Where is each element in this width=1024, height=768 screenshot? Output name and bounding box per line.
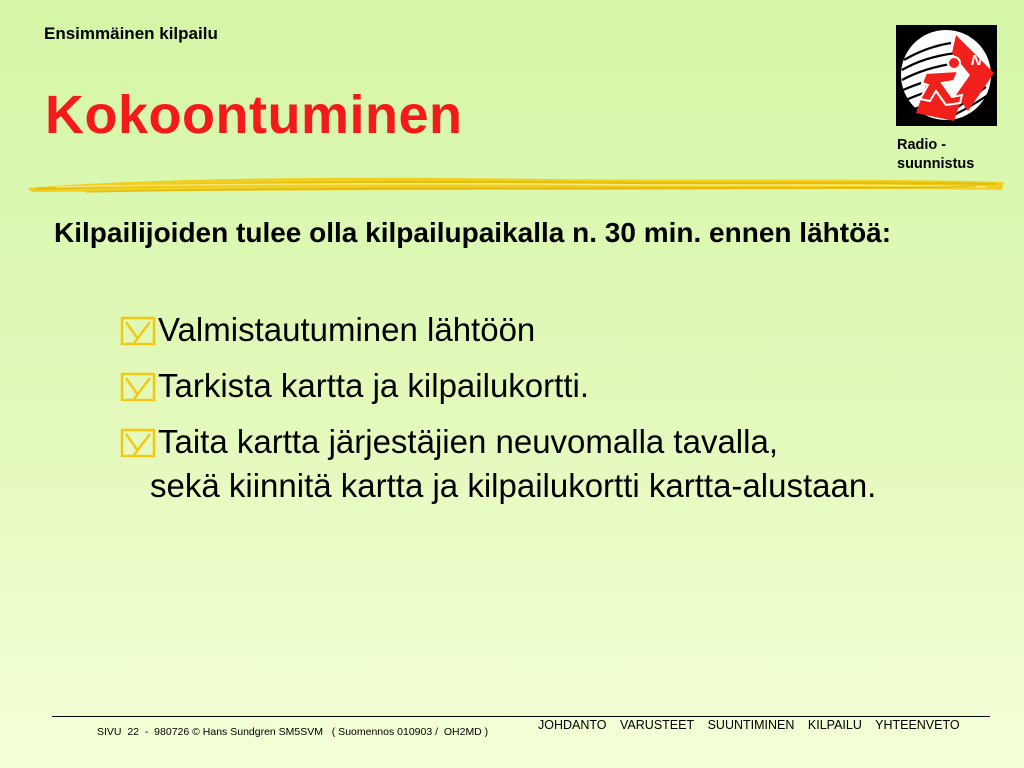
bullet-text: Tarkista kartta ja kilpailukortti. [158,367,589,404]
nav-link-varusteet[interactable]: VARUSTEET [620,718,695,732]
logo-letter: N [971,52,982,69]
brand-line-1: Radio - [897,137,947,153]
checkbox-bullet-icon [120,371,156,402]
nav-link-yhteenveto[interactable]: YHTEENVETO [875,718,960,732]
bullet-text: Valmistautuminen lähtöön [158,311,536,348]
checkbox-bullet-icon [120,315,156,346]
lead-paragraph: Kilpailijoiden tulee olla kilpailupaikalla n. 30 min. ennen lähtöä: [54,217,892,248]
nav-link-suuntiminen[interactable]: SUUNTIMINEN [707,718,795,732]
footer-nav [538,718,970,732]
checkbox-bullet-icon [120,427,156,458]
bullet-list [120,308,950,520]
brand-label [897,136,974,174]
nav-link-kilpailu[interactable]: KILPAILU [807,718,862,732]
section-label: Ensimmäinen kilpailu [44,24,218,43]
footer-credit: SIVU 22 - 980726 © Hans Sundgren SM5SVM ( Suomennos 010903 / OH2MD ) [97,726,489,738]
brand-line-2: suunnistus [897,156,975,172]
runner-logo-icon [896,25,997,126]
list-item [120,308,950,352]
bullet-text-continuation: sekä kiinnitä kartta ja kilpailukortti kartta-alustaan. [150,467,877,504]
title-underline-stroke [26,170,1006,205]
footer-divider [52,716,990,717]
list-item [120,364,950,408]
bullet-text: Taita kartta järjestäjien neuvomalla tavalla, [158,423,778,460]
nav-link-johdanto[interactable]: JOHDANTO [538,718,607,732]
list-item [120,420,950,508]
slide-title: Kokoontuminen [45,85,463,145]
